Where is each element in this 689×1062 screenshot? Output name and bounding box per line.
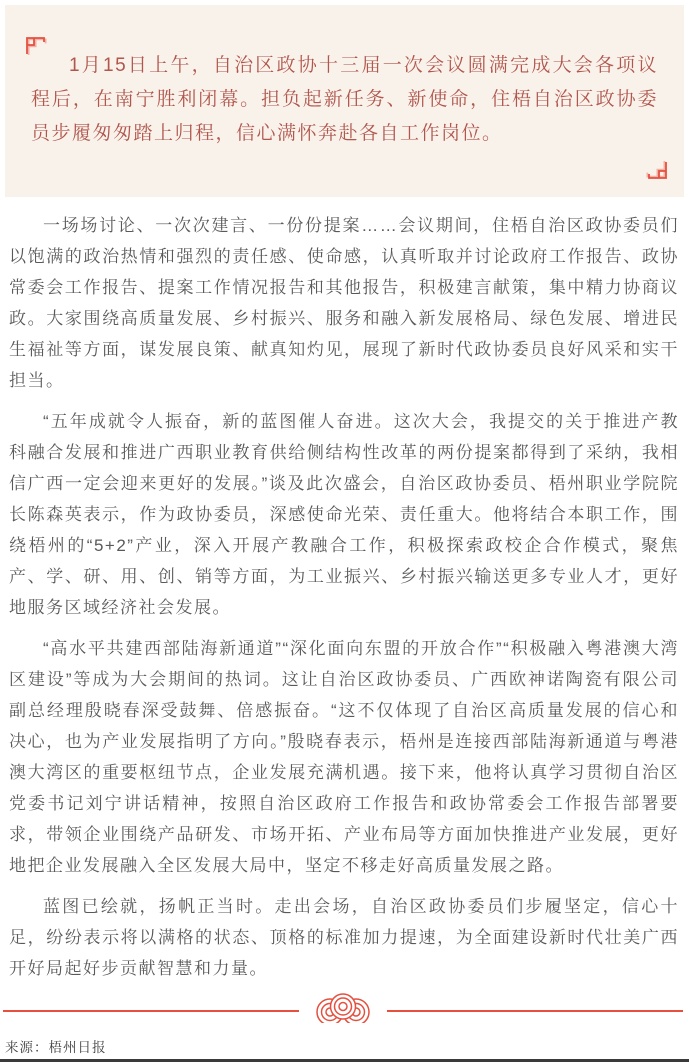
- article-body: [0, 197, 689, 984]
- body-paragraph-2: “五年成就令人振奋，新的蓝图催人奋进。这次大会，我提交的关于推进产教科融合发展和推进广西职业教育供给侧结构性改革的两份提案都得到了采纳，我相信广西一定会迎来更好的发展。”谈及此次盛会，自治区政协委员、梧州职业学院院长陈森英表示，作为政协委员，深感使命光荣、责任重大。他将结合本职工作，围绕梧州的“5+2”产业，深入开展产教融合工作，积极探索政校企合作模式，聚焦产、学、研、用、创、销等方面，为工业振兴、乡村振兴输送更多专业人才，更好地服务区域经济社会发展。: [9, 412, 679, 617]
- divider-line-left: [3, 1010, 299, 1012]
- lead-paragraph: 1月15日上午，自治区政协十三届一次会议圆满完成大会各项议程后，在南宁胜利闭幕。担负起新任务、新使命，住梧自治区政协委员步履匆匆踏上归程，信心满怀奔赴各自工作岗位。: [31, 55, 658, 144]
- fret-corner-bottom-right-icon: [646, 161, 668, 185]
- body-paragraph-3: “高水平共建西部陆海新通道”“深化面向东盟的开放合作”“积极融入粤港澳大湾区建设”等成为大会期间的热词。这让自治区政协委员、广西欧神诺陶瓷有限公司副总经理殷晓春深受鼓舞、倍感振奋。“这不仅体现了自治区高质量发展的信心和决心，也为产业发展指明了方向。”殷晓春表示，梧州是连接西部陆海新通道与粤港澳大湾区的重要枢纽节点，企业发展充满机遇。接下来，他将认真学习贯彻自治区党委书记刘宁讲话精神，按照自治区政府工作报告和政协常委会工作报告部署要求，带领企业围绕产品研发、市场开拓、产业布局等方面加快推进产业发展，更好地把企业发展融入全区发展大局中，坚定不移走好高质量发展之路。: [9, 639, 679, 875]
- auspicious-clouds-icon: [311, 993, 375, 1025]
- divider-line-right: [387, 1010, 683, 1012]
- body-paragraph-1: 一场场讨论、一次次建言、一份份提案……会议期间，住梧自治区政协委员们以饱满的政治热情和强烈的责任感、使命感，认真听取并讨论政府工作报告、政协常委会工作报告、提案工作情况报告和其他报告，积极建言献策，集中精力协商议政。大家围绕高质量发展、乡村振兴、服务和融入新发展格局、绿色发展、增进民生福祉等方面，谋发展良策、献真知灼见，展现了新时代政协委员良好风采和实干担当。: [9, 216, 679, 390]
- section-divider: [0, 994, 689, 1028]
- lead-summary-box: [5, 5, 684, 197]
- fret-corner-top-left-icon: [25, 31, 47, 55]
- body-paragraph-4: 蓝图已绘就，扬帆正当时。走出会场，自治区政协委员们步履坚定，信心十足，纷纷表示将以满格的状态、顶格的标准加力提速，为全面建设新时代壮美广西开好局起好步贡献智慧和力量。: [9, 897, 679, 978]
- source-attribution: 来源：梧州日报: [5, 1040, 107, 1055]
